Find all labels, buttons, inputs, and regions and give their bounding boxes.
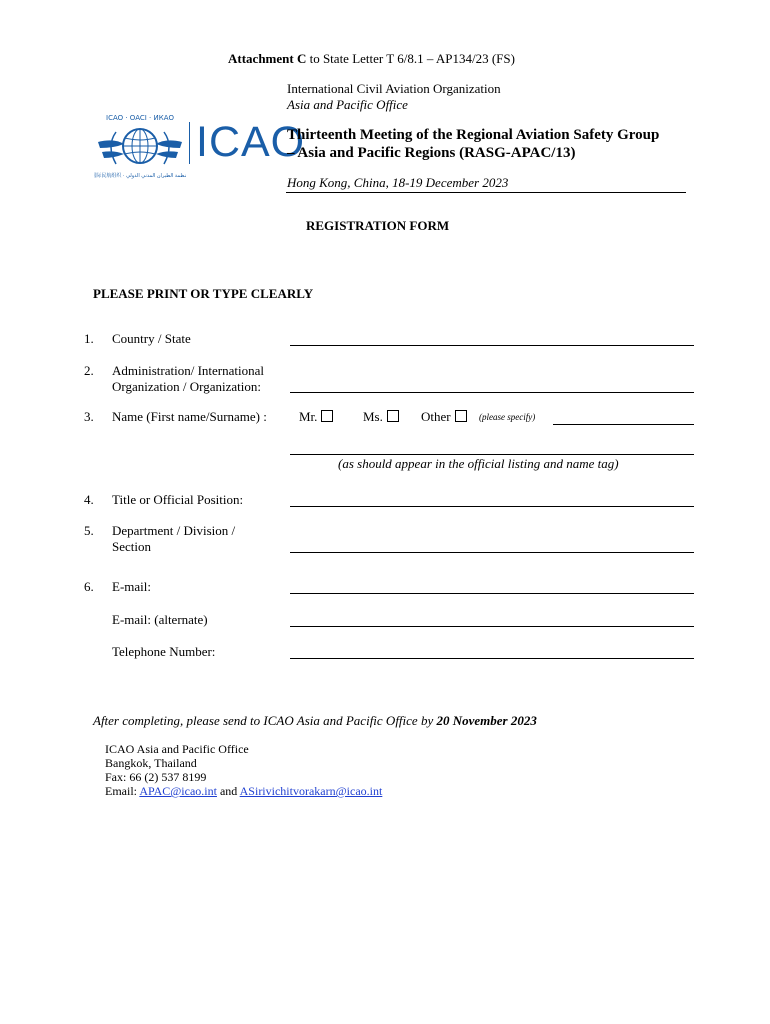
field-number: 2. <box>84 363 94 378</box>
field-number: 5. <box>84 523 94 538</box>
title-position-label: Title or Official Position: <box>112 492 244 507</box>
name-label: Name (First name/Surname) : <box>112 409 267 424</box>
email-input[interactable] <box>290 593 694 594</box>
ms-label: Ms. <box>363 409 383 424</box>
meeting-title-line2: – Asia and Pacific Regions (RASG-APAC/13) <box>287 145 576 161</box>
header-rule <box>286 192 686 193</box>
meeting-location-date: Hong Kong, China, 18-19 December 2023 <box>287 175 509 190</box>
title-position-input[interactable] <box>290 506 694 507</box>
telephone-label: Telephone Number: <box>112 644 216 659</box>
ms-option[interactable] <box>363 409 399 425</box>
country-state-label: Country / State <box>112 331 191 346</box>
emblem-ring-text: ICAO · OACI · ИКАО <box>106 114 174 122</box>
meeting-title <box>287 126 659 162</box>
department-input[interactable] <box>290 552 694 553</box>
please-specify-note: (please specify) <box>479 412 536 422</box>
telephone-input[interactable] <box>290 658 694 659</box>
organization-name: International Civil Aviation Organization <box>287 81 501 96</box>
contact-address <box>105 742 382 798</box>
other-label: Other <box>421 409 451 424</box>
name-tag-note: (as should appear in the official listing and name tag) <box>338 456 619 471</box>
logo-divider <box>189 122 190 164</box>
address-line2: Bangkok, Thailand <box>105 756 197 770</box>
administration-label-line2: Organization / Organization: <box>112 379 261 394</box>
country-state-input[interactable] <box>290 345 694 346</box>
mr-label: Mr. <box>299 409 318 424</box>
full-name-input[interactable] <box>290 454 694 455</box>
form-instruction: PLEASE PRINT OR TYPE CLEARLY <box>93 286 314 301</box>
email-alternate-label: E-mail: (alternate) <box>112 612 208 627</box>
email-label: E-mail: <box>112 579 151 594</box>
department-label-line2: Section <box>112 539 151 554</box>
other-specify-input[interactable] <box>553 424 694 425</box>
attachment-reference: to State Letter T 6/8.1 – AP134/23 (FS) <box>309 51 515 66</box>
other-option[interactable] <box>421 409 467 425</box>
email-link-contact[interactable]: ASirivichitvorakarn@icao.int <box>239 784 383 798</box>
other-checkbox[interactable] <box>455 410 467 422</box>
attachment-line <box>228 51 515 67</box>
email-and: and <box>219 784 238 798</box>
mr-option[interactable] <box>299 409 333 425</box>
field-number: 4. <box>84 492 94 507</box>
department-label <box>112 523 235 555</box>
icao-wordmark: ICAO <box>196 118 306 166</box>
submission-text: After completing, please send to ICAO Asia and Pacific Office by <box>93 713 434 728</box>
icao-emblem <box>94 108 186 180</box>
field-number: 6. <box>84 579 94 594</box>
field-number: 3. <box>84 409 94 424</box>
mr-checkbox[interactable] <box>321 410 333 422</box>
submission-instruction <box>93 713 537 729</box>
field-number: 1. <box>84 331 94 346</box>
meeting-title-line1: Thirteenth Meeting of the Regional Aviation Safety Group <box>287 127 660 143</box>
ms-checkbox[interactable] <box>387 410 399 422</box>
form-title: REGISTRATION FORM <box>306 218 450 233</box>
email-alternate-input[interactable] <box>290 626 694 627</box>
email-prefix: Email: <box>105 784 137 798</box>
department-label-line1: Department / Division / <box>112 523 236 538</box>
email-line <box>105 784 382 798</box>
emblem-ring-text-bottom: 国际民航组织 · منظمة الطيران المدني الدولي <box>94 173 186 179</box>
administration-label <box>112 363 264 395</box>
office-name: Asia and Pacific Office <box>287 97 408 112</box>
address-line1: ICAO Asia and Pacific Office <box>105 742 249 756</box>
fax-number: Fax: 66 (2) 537 8199 <box>105 770 207 784</box>
email-link-apac[interactable]: APAC@icao.int <box>139 784 217 798</box>
administration-input[interactable] <box>290 392 694 393</box>
administration-label-line1: Administration/ International <box>112 363 264 378</box>
attachment-label: Attachment C <box>228 51 307 66</box>
submission-deadline: 20 November 2023 <box>436 713 537 728</box>
